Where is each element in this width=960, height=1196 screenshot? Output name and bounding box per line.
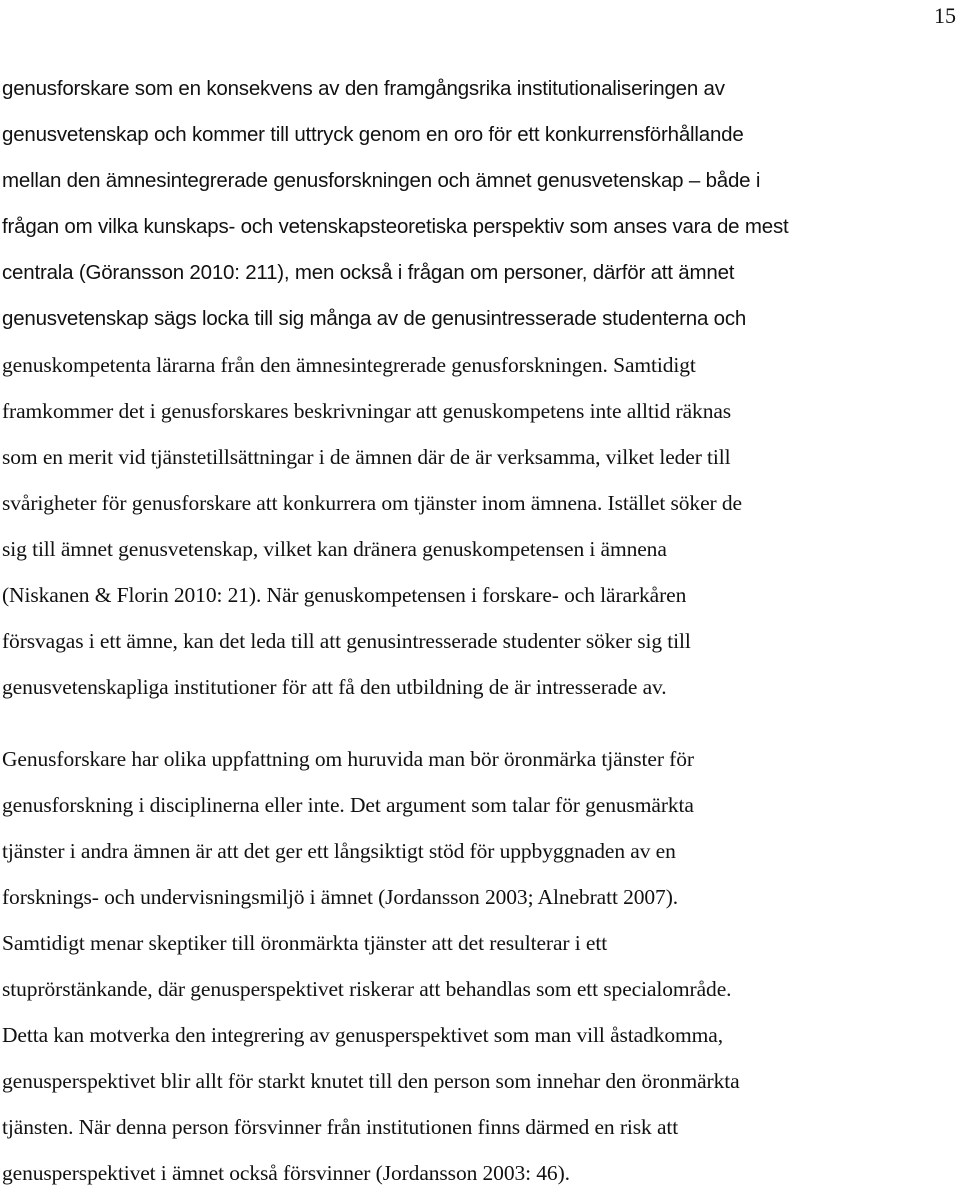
text-line: som en merit vid tjänstetillsättningar i de ämnen där de är verksamma, vilket leder till: [2, 445, 731, 469]
text-line: genusperspektivet blir allt för starkt knutet till den person som innehar den öronmärkta: [2, 1069, 740, 1093]
text-line: tjänster i andra ämnen är att det ger ett långsiktigt stöd för uppbyggnaden av en: [2, 839, 676, 863]
text-line: centrala (Göransson 2010: 211), men också i frågan om personer, därför att ämnet: [2, 261, 735, 284]
text-line: forsknings- och undervisningsmiljö i ämnet (Jordansson 2003; Alnebratt 2007).: [2, 885, 679, 909]
text-line: tjänsten. När denna person försvinner från institutionen finns därmed en risk att: [2, 1115, 679, 1139]
text-line: försvagas i ett ämne, kan det leda till att genusintresserade studenter söker sig till: [2, 629, 691, 653]
page-number: 15: [934, 3, 956, 28]
text-line: (Niskanen & Florin 2010: 21). När genuskompetensen i forskare- och lärarkåren: [2, 583, 687, 607]
text-line: genusforskare som en konsekvens av den framgångsrika institutionaliseringen av: [2, 77, 725, 100]
text-line: sig till ämnet genusvetenskap, vilket kan dränera genuskompetensen i ämnena: [2, 537, 667, 561]
text-line: genusperspektivet i ämnet också försvinner (Jordansson 2003: 46).: [2, 1161, 570, 1185]
text-line: frågan om vilka kunskaps- och vetenskapsteoretiska perspektiv som anses vara de mest: [2, 215, 789, 238]
text-line: genusvetenskap sägs locka till sig många av de genusintresserade studenterna och: [2, 307, 747, 330]
text-line: genusforskning i disciplinerna eller inte. Det argument som talar för genusmärkta: [2, 793, 694, 817]
paragraph-2: [2, 736, 958, 1196]
text-line: stuprörstänkande, där genusperspektivet riskerar att behandlas som ett specialområde.: [2, 977, 732, 1001]
text-line: Genusforskare har olika uppfattning om huruvida man bör öronmärka tjänster för: [2, 747, 694, 771]
text-line: Samtidigt menar skeptiker till öronmärkta tjänster att det resulterar i ett: [2, 931, 608, 955]
text-line: framkommer det i genusforskares beskrivningar att genuskompetens inte alltid räknas: [2, 399, 732, 423]
text-line: Detta kan motverka den integrering av genusperspektivet som man vill åstadkomma,: [2, 1023, 724, 1047]
text-line: genusvetenskapliga institutioner för att få den utbildning de är intresserade av.: [2, 675, 667, 699]
paragraph-1: [2, 66, 958, 710]
text-line: mellan den ämnesintegrerade genusforskningen och ämnet genusvetenskap – både i: [2, 169, 761, 192]
text-line: svårigheter för genusforskare att konkurrera om tjänster inom ämnena. Istället söker de: [2, 491, 742, 515]
text-line: genusvetenskap och kommer till uttryck genom en oro för ett konkurrensförhållande: [2, 123, 744, 146]
text-line: genuskompetenta lärarna från den ämnesintegrerade genusforskningen. Samtidigt: [2, 353, 696, 377]
